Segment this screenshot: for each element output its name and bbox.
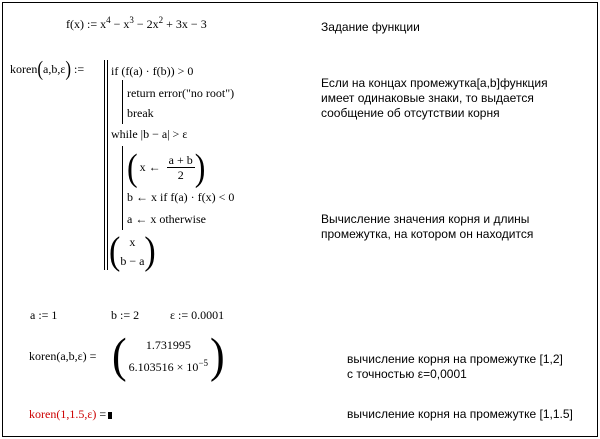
vector-bottom: b − a bbox=[120, 254, 145, 268]
midpoint-assignment[interactable]: ( x ← $\frac{a + b}{2}$ ) bbox=[127, 145, 206, 189]
comment-eval2: вычисление корня на промежутке [1,1.5] bbox=[347, 407, 573, 421]
return-vector[interactable] bbox=[109, 230, 156, 273]
right-paren: ) bbox=[194, 145, 206, 189]
vector-right-paren: ) bbox=[144, 230, 156, 273]
comment-eval1-line2: с точностью ε=0,0001 bbox=[347, 367, 467, 381]
assign-a[interactable]: a := 1 bbox=[30, 308, 58, 322]
fraction-denominator: 2 bbox=[177, 167, 184, 182]
return-statement[interactable]: return error("no root") bbox=[127, 86, 235, 100]
assign-eps[interactable]: ε := 0.0001 bbox=[170, 308, 225, 322]
if-body-bar bbox=[122, 80, 123, 124]
a-update-statement[interactable]: a ← x otherwise bbox=[127, 212, 206, 226]
eval-result-vector: ( 1.731995 $6.103516 \times 10^{-5}$ ) bbox=[112, 328, 225, 383]
break-statement[interactable]: break bbox=[127, 106, 154, 120]
vector-left-paren: ( bbox=[109, 230, 121, 273]
comment-eval1-line1: вычисление корня на промежутке [1,2] bbox=[347, 352, 563, 366]
fraction-numerator: a + b bbox=[168, 152, 193, 167]
comment-compute-root: Вычисление значения корня и длины промежутка, на котором он находится bbox=[321, 212, 534, 241]
function-definition[interactable]: f(x) := $x^4 - x^3 - 2x^2 + 3x - 3$ bbox=[66, 15, 207, 31]
while-statement[interactable]: while |b − a| > ε bbox=[111, 127, 188, 141]
eval-koren-2[interactable]: koren(1,1.5,ε) = bbox=[29, 407, 112, 422]
comment-function: Задание функции bbox=[321, 20, 420, 34]
b-update-statement[interactable]: b ← x if f(a) · f(x) < 0 bbox=[127, 190, 235, 204]
comment-no-root: Если на концах промежутка[a,b]функция имеет одинаковые знаки, то выдается сообщение об отсутствии корня bbox=[321, 76, 548, 120]
vector-top: x bbox=[129, 235, 136, 249]
if-statement[interactable]: if (f(a) · f(b)) > 0 bbox=[111, 64, 194, 78]
error-expression: koren(1,1.5,ε) bbox=[29, 407, 97, 421]
program-bar-outer-2 bbox=[107, 60, 108, 270]
left-paren: ( bbox=[127, 145, 138, 189]
eval-koren-1[interactable]: koren(a,b,ε) = bbox=[29, 349, 97, 363]
result-root: 1.731995 bbox=[145, 338, 191, 352]
placeholder-cursor[interactable] bbox=[108, 412, 112, 419]
result-length: $6.103516 \times 10^{-5}$ bbox=[128, 358, 209, 374]
assign-b[interactable]: b := 2 bbox=[111, 308, 140, 322]
mathcad-worksheet[interactable] bbox=[2, 2, 598, 437]
while-body-bar bbox=[122, 146, 123, 230]
program-bar-outer bbox=[104, 60, 105, 270]
program-header[interactable]: koren(a,b,ε) := bbox=[10, 56, 85, 81]
